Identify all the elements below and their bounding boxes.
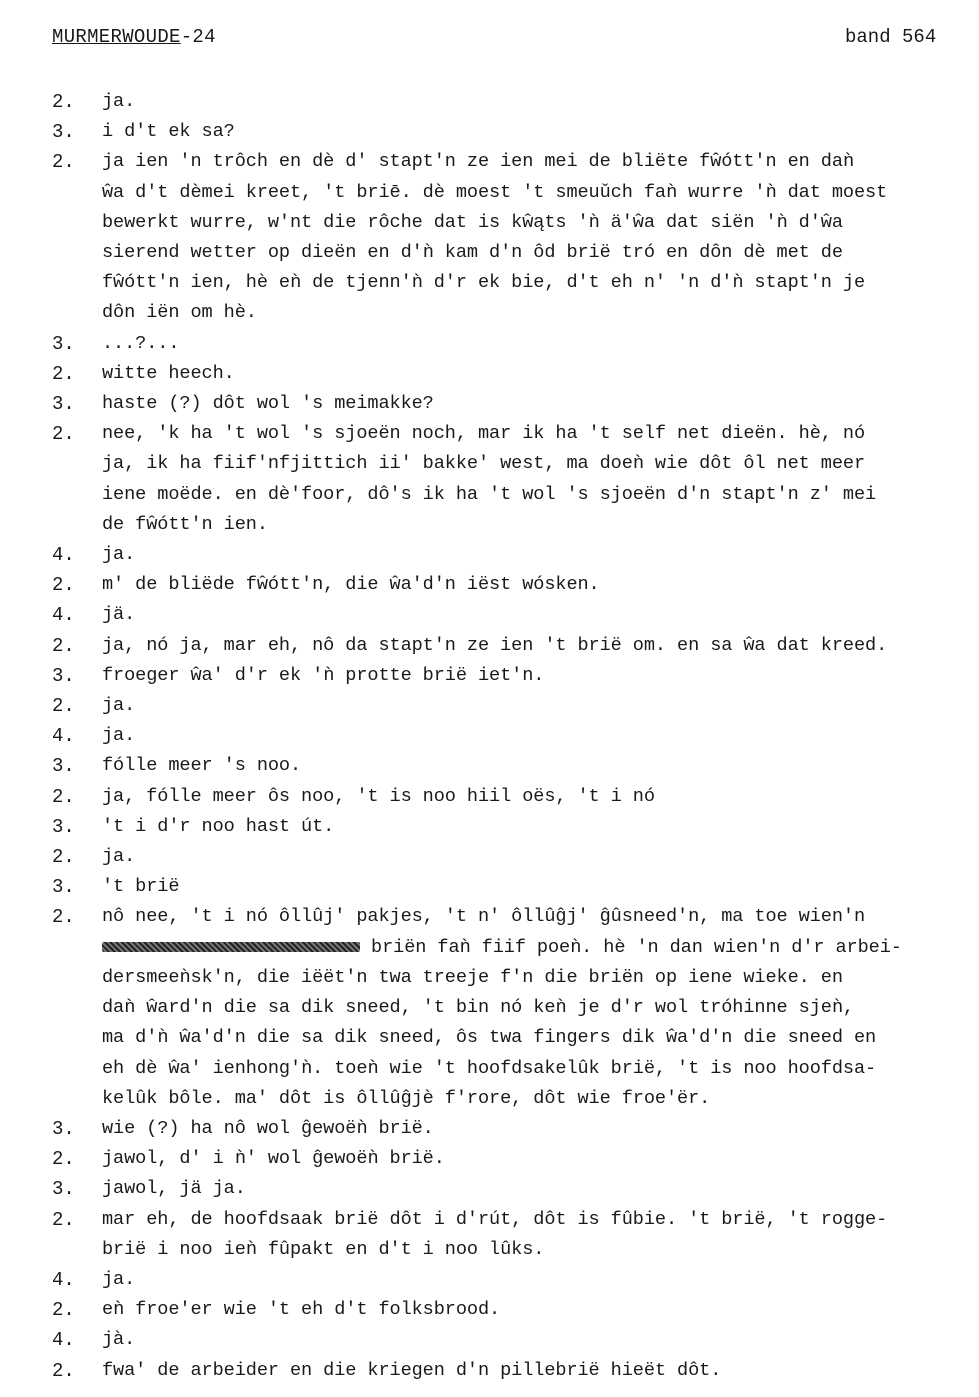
transcript-turn [52, 389, 977, 419]
speaker-number: 3. [52, 1178, 75, 1201]
speaker-number: 2. [52, 1148, 75, 1171]
utterance-text: jawol, jä ja. [102, 1178, 246, 1200]
utterance-text: ja. [102, 544, 136, 566]
page-header-left [52, 26, 216, 48]
speaker-number: 4. [52, 1329, 75, 1352]
transcript-turn [52, 1114, 977, 1144]
utterance-text: ...?... [102, 332, 180, 354]
transcript-turn [52, 842, 977, 872]
utterance-text: ja, nó ja, mar eh, nô da stapt'n ze ien 't brië om. en sa ŵa dat kreed. [102, 634, 888, 656]
utterance-text: fólle meer 's noo. [102, 755, 302, 777]
utterance-text: jawol, d' i ǹ' wol ĝewoëǹ brië. [102, 1148, 445, 1170]
transcript-turn [52, 751, 977, 781]
speaker-number: 3. [52, 393, 75, 416]
transcript-turn [52, 631, 977, 661]
utterance-text: jà. [102, 1329, 136, 1351]
utterance-text: ja. [102, 725, 136, 747]
speaker-number: 2. [52, 91, 75, 113]
utterance-text: fwa' de arbeider en die kriegen d'n pillebrië hieët dôt. [102, 1359, 722, 1381]
speaker-number: 4. [52, 604, 75, 627]
transcript-turn [52, 691, 977, 721]
utterance-text: haste (?) dôt wol 's meimakke? [102, 393, 434, 415]
speaker-number: 2. [52, 1359, 75, 1382]
utterance-text: froeger ŵa' d'r ek 'ǹ protte brië iet'n. [102, 664, 545, 686]
speaker-number: 2. [52, 151, 75, 174]
utterance-text: eǹ froe'er wie 't eh d't folksbrood. [102, 1299, 501, 1321]
speaker-number: 3. [52, 755, 75, 778]
transcript-turn [52, 1144, 977, 1174]
speaker-number: 3. [52, 1117, 75, 1140]
transcript-turn [52, 661, 977, 691]
transcript-turn [52, 1205, 977, 1265]
speaker-number: 2. [52, 423, 75, 446]
speaker-number: 3. [52, 332, 75, 355]
speaker-number: 2. [52, 846, 75, 869]
transcript-turn [52, 1295, 977, 1325]
utterance-text: ja. [102, 695, 136, 717]
transcript-turn [52, 1356, 977, 1386]
transcript-turn [52, 570, 977, 600]
transcript-turn [52, 147, 977, 328]
speaker-number: 2. [52, 362, 75, 385]
speaker-number: 2. [52, 574, 75, 597]
transcript-turn [52, 1325, 977, 1355]
struck-out-text [102, 942, 360, 952]
utterance-text: ja. [102, 1268, 136, 1290]
place-name: MURMERWOUDE [52, 26, 181, 48]
utterance-text: m' de bliëde fŵótt'n, die ŵa'd'n iëst wósken. [102, 574, 600, 596]
transcript-turn [52, 117, 977, 147]
speaker-number: 2. [52, 1208, 75, 1231]
transcript-turn [52, 872, 977, 902]
transcript-turn [52, 902, 977, 1113]
utterance-text: ja ien 'n trôch en dè d' stapt'n ze ien mei de bliëte fŵótt'n en daǹ ŵa d't dèmei kreet, 't briē. dè moest 't smeuǔch faǹ wurre 'ǹ dat moest bewerkt wurre, w'nt die rôche dat is kŵąts 'ǹ ä'ŵa dat siën 'ǹ d'ŵa sierend wetter op dieën en d'ǹ kam d'n ôd brië tró en dôn dè met de fŵótt'n ien, hè eǹ de tjenn'ǹ d'r ek bie, d't eh n' 'n d'ǹ stapt'n je dôn iën om hè. [102, 151, 888, 324]
utterance-text: ja. [102, 91, 136, 112]
utterance-text: 't i d'r noo hast út. [102, 815, 335, 837]
speaker-number: 4. [52, 725, 75, 748]
transcript-turn [52, 812, 977, 842]
transcript-turn [52, 1265, 977, 1295]
speaker-number: 4. [52, 544, 75, 567]
band-label: band 564 [845, 26, 937, 48]
speaker-number: 2. [52, 785, 75, 808]
transcript-turn [52, 329, 977, 359]
transcript-body [52, 87, 977, 1386]
transcript-turn [52, 1174, 977, 1204]
utterance-text: 't brië [102, 876, 180, 898]
page-number: -24 [180, 26, 216, 48]
utterance-text: witte heech. [102, 362, 235, 384]
speaker-number: 4. [52, 1268, 75, 1291]
utterance-text: ja, fólle meer ôs noo, 't is noo hiil oës, 't i nó [102, 785, 655, 807]
utterance-text: i d't ek sa? [102, 121, 235, 143]
transcript-turn [52, 600, 977, 630]
utterance-text: ja. [102, 846, 136, 868]
transcript-turn [52, 419, 977, 540]
utterance-text: nee, 'k ha 't wol 's sjoeën noch, mar ik ha 't self net dieën. hè, nó ja, ik ha fiif'nfjittich ii' bakke' west, ma doeǹ wie dôt ôl net meer iene moëde. en dè'foor, dô's ik ha 't wol 's sjoeën d'n stapt'n z' mei de fŵótt'n ien. [102, 423, 877, 535]
speaker-number: 2. [52, 1299, 75, 1322]
transcript-turn [52, 540, 977, 570]
utterance-text: mar eh, de hoofdsaak brië dôt i d'rút, dôt is fûbie. 't brië, 't rogge- brië i noo ieǹ fûpakt en d't i noo lûks. [102, 1208, 888, 1260]
speaker-number: 2. [52, 695, 75, 718]
speaker-number: 3. [52, 664, 75, 687]
transcript-turn [52, 87, 977, 117]
utterance-text: wie (?) ha nô wol ĝewoëǹ brië. [102, 1117, 434, 1139]
transcript-turn [52, 359, 977, 389]
transcript-turn [52, 721, 977, 751]
speaker-number: 3. [52, 876, 75, 899]
utterance-text: nô nee, 't i nó ôllûj' pakjes, 't n' ôllûĝj' ĝûsneed'n, ma toe wien'n briën faǹ fiif poeǹ. hè 'n dan wien'n d'r arbei- dersmeeǹsk'n, die iëët'n twa treeje f'n die briën op iene wieke. en daǹ ŵard'n die sa dik sneed, 't bin nó keǹ je d'r wol tróhinne sjeǹ, ma d'ǹ ŵa'd'n die sa dik sneed, ôs twa fingers dik ŵa'd'n die sneed en eh dè ŵa' ienhong'ǹ. toeǹ wie 't hoofdsakelûk brië, 't is noo hoofdsa- kelûk bôle. ma' dôt is ôllûĝjè f'rore, dôt wie froe'ër. [102, 906, 902, 1109]
speaker-number: 2. [52, 906, 75, 929]
speaker-number: 3. [52, 815, 75, 838]
speaker-number: 3. [52, 121, 75, 144]
transcript-turn [52, 782, 977, 812]
utterance-text: jä. [102, 604, 136, 626]
speaker-number: 2. [52, 634, 75, 657]
